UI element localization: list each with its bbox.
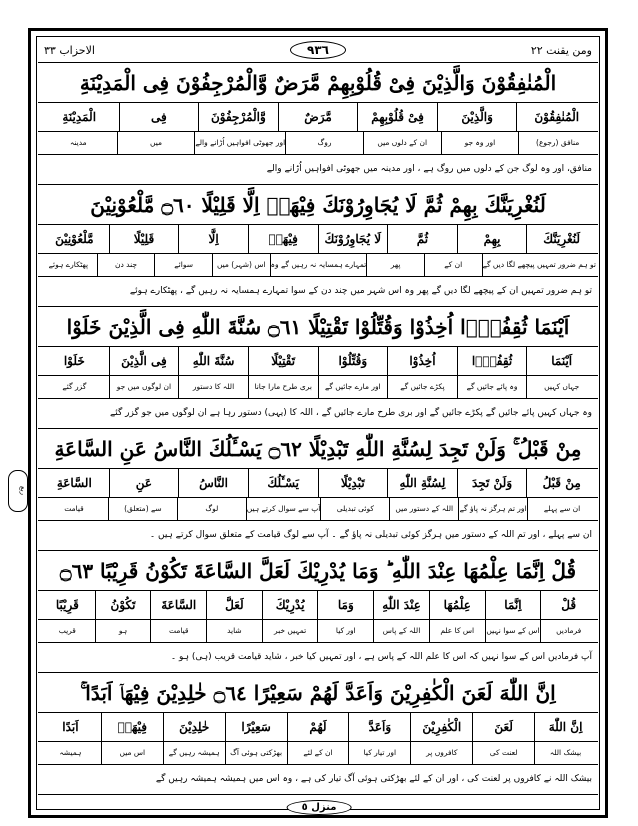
word-cell: تَكُوْنُ: [95, 591, 151, 619]
divider: [38, 794, 598, 795]
arabic-verse: الْمُنٰفِقُوْنَ وَالَّذِیْنَ فِیْ قُلُوْبِهِمْ مَّرَضٌ وَّالْمُرْجِفُوْنَ فِی الْمَدِیْنَةِ: [79, 71, 557, 95]
word-cell: سَعِیْرًا: [225, 713, 287, 741]
meaning-row: [40, 742, 596, 764]
word-cell: عِنْدَ اللّٰهِ: [373, 591, 429, 619]
word-cell: سُنَّةَ اللّٰهِ: [178, 347, 248, 375]
divider: [38, 306, 598, 307]
meaning-cell: قریب: [58, 626, 76, 635]
arabic-verse: مِنْ قَبْلُ ۚ وَلَنْ تَجِدَ لِسُنَّةِ اللّٰهِ تَبْدِیْلًا ۝٦٢ یَسْـَٔلُكَ النَّاسُ عَنِ السَّاعَةِ: [54, 437, 582, 461]
divider: [38, 550, 598, 551]
word-cell: لَعَلَّ: [206, 591, 262, 619]
word-cell: فِی الَّذِیْنَ: [109, 347, 179, 375]
word-cell: وَالَّذِیْنَ: [437, 103, 517, 131]
meaning-cell: ان سے پہلے: [527, 498, 596, 520]
meaning-cell: اس کے سوا نہیں: [485, 620, 541, 642]
header-divider: [38, 62, 598, 63]
meaning-cell: تمہیں خبر: [262, 620, 318, 642]
word-cell: مَّلْعُوْنِیْنَ: [55, 232, 94, 246]
word-cell: یَسْـَٔلُكَ: [248, 469, 318, 497]
meaning-cell: ہمیشہ: [59, 748, 82, 757]
surah-name: الاحزاب ٣٣: [44, 44, 95, 57]
word-cell: ثُقِفُوْۤا: [457, 347, 527, 375]
meaning-cell: ان کے دلوں میں: [363, 132, 441, 154]
meaning-cell: ان کے: [424, 254, 482, 276]
meaning-cell: تو ہم ضرور تمہیں پیچھے لگا دیں گے: [482, 254, 596, 276]
meaning-cell: اللہ کے پاس: [373, 620, 429, 642]
translation-line: ان سے پہلے ، اور تم اللہ کے دستور میں ہرگز کوئی تبدیلی نہ پاؤ گے ۔ آپ سے لوگ قیامت کے متعلق سوال کرتے ہیں ۔: [149, 530, 592, 540]
word-row: [40, 225, 596, 253]
meaning-cell: پھر: [366, 254, 424, 276]
word-cell: مَّرَضٌ: [278, 103, 358, 131]
arabic-verse: لَنُغْرِیَنَّكَ بِهِمْ ثُمَّ لَا یُجَاوِرُوْنَكَ فِیْهَاۤ اِلَّا قَلِیْلًا ۝٦٠ مَّلْعُوْنِیْنَ: [90, 193, 546, 217]
word-cell: لَا یُجَاوِرُوْنَكَ: [318, 225, 388, 253]
meaning-cell: اس (شہر) میں: [212, 254, 270, 276]
arabic-verse: اِنَّ اللّٰهَ لَعَنَ الْكٰفِرِیْنَ وَاَعَدَّ لَهُمْ سَعِیْرًا ۝٦٤ خٰلِدِیْنَ فِیْهَاۤ اَبَدًا ۚ: [80, 681, 556, 705]
word-cell: وَقُتِّلُوْا: [318, 347, 388, 375]
meaning-cell: منافق (رجوع): [518, 132, 596, 154]
meaning-cell: اور تیار کیا: [348, 742, 410, 764]
meaning-cell: سوائے: [154, 254, 212, 276]
meaning-cell: شاید: [206, 620, 262, 642]
word-cell: تَقْتِیْلًا: [248, 347, 318, 375]
meaning-cell: بھڑکتی ہوئی آگ: [225, 742, 287, 764]
translation-line: تو ہم ضرور تمہیں ان کے پیچھے لگا دیں گے پھر وہ اس شہر میں چند دن کے سوا تمہارے ہمسایہ نہ رہیں گے ، پھٹکارے ہوئے: [129, 286, 592, 296]
word-cell: اِنَّ اللّٰهَ: [534, 713, 596, 741]
meaning-row: [40, 254, 596, 276]
word-cell: خٰلِدِیْنَ: [163, 713, 225, 741]
translation-line: بیشک اللہ نے کافروں پر لعنت کی ، اور ان کے لئے بھڑکتی ہوئی آگ تیار کی ہے ، وہ اس میں ہمیشہ ہمیشہ رہیں گے: [155, 774, 592, 784]
meaning-cell: اور تم ہرگز نہ پاؤ گے: [458, 498, 527, 520]
word-cell: وَلَنْ تَجِدَ: [457, 469, 527, 497]
meaning-cell: بری طرح مارا جانا: [248, 376, 318, 398]
meaning-cell: اس میں: [101, 742, 163, 764]
word-cell: النَّاسُ: [178, 469, 248, 497]
word-cell: فِیْهَاۤ: [101, 713, 163, 741]
meaning-cell: لعنت کی: [472, 742, 534, 764]
divider: [38, 428, 598, 429]
word-cell: لَهُمْ: [287, 713, 349, 741]
ruku-marker: ربع: [8, 470, 28, 512]
meaning-cell: روگ: [285, 132, 363, 154]
meaning-cell: مدینہ: [69, 138, 87, 147]
meaning-cell: اللہ کے دستور میں: [389, 498, 458, 520]
meaning-cell: ان لوگوں میں جو: [109, 376, 179, 398]
word-cell: قَلِیْلًا: [109, 225, 179, 253]
manzil-badge: منزل ٥: [287, 800, 352, 815]
meaning-cell: قیامت: [64, 504, 84, 513]
word-cell: السَّاعَةِ: [56, 476, 92, 490]
meaning-cell: وہ پائے جائیں گے: [457, 376, 527, 398]
meaning-cell: بیشک اللہ: [534, 742, 596, 764]
arabic-verse: اَیْنَمَا ثُقِفُوْۤا اُخِذُوْا وَقُتِّلُوْا تَقْتِیْلًا ۝٦١ سُنَّةَ اللّٰهِ فِی الَّذِیْنَ خَلَوْا: [66, 315, 570, 339]
translation-line: وہ جہاں کہیں پائے جائیں گے پکڑے جائیں گے اور بری طرح مارے جائیں گے ، اللہ کا (یہی) دستور رہا ہے ان لوگوں میں جو گزر گئے: [110, 408, 592, 418]
page-number: ٩٣٦: [290, 41, 346, 59]
meaning-cell: اللہ کا دستور: [178, 376, 248, 398]
word-cell: الْكٰفِرِیْنَ: [410, 713, 472, 741]
word-cell: مِنْ قَبْلُ: [526, 469, 596, 497]
meaning-row: [40, 620, 596, 642]
meaning-cell: لوگ: [177, 498, 246, 520]
word-cell: فِیْ قُلُوْبِهِمْ: [357, 103, 437, 131]
word-cell: قَرِیْبًا: [55, 598, 79, 612]
meaning-cell: گزر گئے: [62, 382, 87, 391]
meaning-cell: پکڑے جائیں گے: [387, 376, 457, 398]
word-cell: الْمَدِیْنَةِ: [62, 110, 97, 124]
meaning-cell: ان کے لئے: [287, 742, 349, 764]
word-cell: وَمَا: [317, 591, 373, 619]
meaning-cell: تمہارے ہمسایہ نہ رہیں گے وہ: [270, 254, 367, 276]
arabic-verse: قُلْ اِنَّمَا عِلْمُهَا عِنْدَ اللّٰهِ ؕ وَمَا یُدْرِیْكَ لَعَلَّ السَّاعَةَ تَكُوْنُ قَرِیْبًا ۝٦٣: [59, 559, 577, 583]
meaning-cell: فرمادیں: [540, 620, 596, 642]
meaning-cell: اور جھوٹی افواہیں اُڑانے والے: [194, 132, 285, 154]
word-row: [40, 103, 596, 131]
word-cell: یُدْرِیْكَ: [262, 591, 318, 619]
juz-name: ومن یقنت ٢٢: [530, 44, 592, 57]
word-cell: قُلْ: [540, 591, 596, 619]
meaning-cell: پھٹکارے ہوئے: [48, 260, 89, 269]
word-cell: خَلَوْا: [63, 354, 85, 368]
meaning-cell: جہاں کہیں: [526, 376, 596, 398]
translation-line: منافق، اور وہ لوگ جن کے دلوں میں روگ ہے ، اور مدینہ میں جھوٹی افواہیں اُڑانے والے: [266, 164, 592, 174]
word-cell: السَّاعَةَ: [150, 591, 206, 619]
word-cell: عَنِ: [109, 469, 179, 497]
meaning-cell: سے (متعلق): [108, 498, 177, 520]
meaning-cell: اس کا علم: [429, 620, 485, 642]
divider: [38, 672, 598, 673]
word-cell: وَاَعَدَّ: [348, 713, 410, 741]
word-row: [40, 713, 596, 741]
word-row: [40, 469, 596, 497]
word-cell: ثُمَّ: [387, 225, 457, 253]
meaning-cell: آپ سے سوال کرتے ہیں: [246, 498, 321, 520]
word-cell: تَبْدِیْلًا: [318, 469, 388, 497]
meaning-cell: اور مارے جائیں گے: [318, 376, 388, 398]
word-cell: لَعَنَ: [472, 713, 534, 741]
word-cell: لَنُغْرِیَنَّكَ: [526, 225, 596, 253]
meaning-cell: اور کیا: [317, 620, 373, 642]
meaning-cell: قیامت: [150, 620, 206, 642]
meaning-cell: اور وہ جو: [441, 132, 519, 154]
word-cell: اُخِذُوْا: [387, 347, 457, 375]
word-row: [40, 347, 596, 375]
meaning-cell: ہو: [95, 620, 151, 642]
word-cell: بِهِمْ: [457, 225, 527, 253]
divider: [38, 184, 598, 185]
word-cell: اِنَّمَا: [485, 591, 541, 619]
meaning-cell: چند دن: [97, 254, 155, 276]
word-cell: فِیْهَاۤ: [248, 225, 318, 253]
translation-line: آپ فرمادیں اس کے سوا نہیں کہ اس کا علم اللہ کے پاس ہے ، اور تمہیں کیا خبر ، شاید قیامت قریب (ہی) ہو ۔: [170, 652, 592, 662]
word-cell: اَیْنَمَا: [526, 347, 596, 375]
word-cell: اَبَدًا: [62, 720, 79, 734]
word-cell: اِلَّا: [178, 225, 248, 253]
meaning-row: [40, 376, 596, 398]
meaning-cell: کافروں پر: [410, 742, 472, 764]
meaning-cell: ہمیشہ رہیں گے: [163, 742, 225, 764]
meaning-cell: میں: [117, 132, 195, 154]
word-row: [40, 591, 596, 619]
meaning-cell: کوئی تبدیلی: [320, 498, 389, 520]
meaning-row: [40, 132, 596, 154]
word-cell: لِسُنَّةِ اللّٰهِ: [387, 469, 457, 497]
word-cell: عِلْمُهَا: [429, 591, 485, 619]
word-cell: وَّالْمُرْجِفُوْنَ: [198, 103, 278, 131]
page-header: [38, 40, 598, 62]
word-cell: فِی: [119, 103, 199, 131]
word-cell: الْمُنٰفِقُوْنَ: [516, 103, 596, 131]
meaning-row: [40, 498, 596, 520]
